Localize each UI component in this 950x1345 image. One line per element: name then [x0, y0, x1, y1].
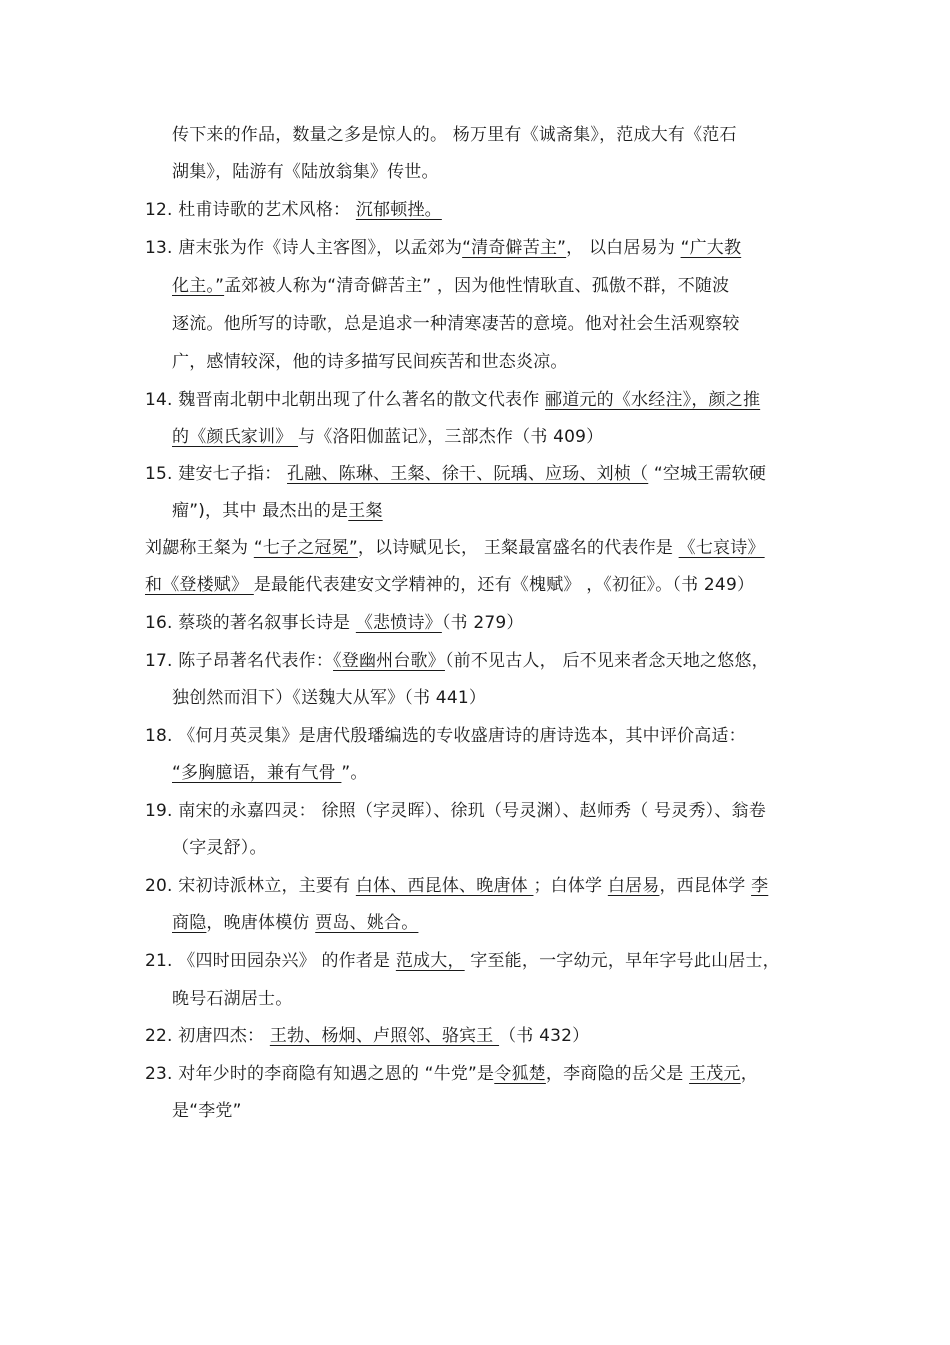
- text-line: [145, 574, 754, 596]
- text-line: [145, 389, 760, 411]
- text-segment: 是最能代表建安文学精神的，还有《槐赋》 ，《初征》。（书 249）: [253, 575, 755, 595]
- text-segment: 16. 蔡琰的著名叙事长诗是: [145, 613, 356, 633]
- text-line: [145, 725, 746, 747]
- text-line: [145, 1063, 758, 1085]
- text-line: [145, 199, 442, 221]
- underlined-answer: 《悲愤诗》: [355, 613, 442, 633]
- text-line: [145, 612, 524, 634]
- text-segment: 字至能，一字幼元，早年字号此山居士，: [464, 951, 780, 971]
- text-line: [172, 500, 383, 522]
- text-segment: （书 432）: [499, 1026, 590, 1046]
- text-line: [172, 275, 729, 297]
- text-line: [172, 1100, 242, 1122]
- text-segment: 与《洛阳伽蓝记》，三部杰作（书 409）: [298, 427, 604, 447]
- text-segment: 传下来的作品，数量之多是惊人的。 杨万里有《诚斋集》，范成大有《范石: [172, 125, 737, 145]
- text-line: [145, 1025, 589, 1047]
- text-segment: ，以诗赋见长， 王粲最富盛名的代表作是: [357, 538, 679, 558]
- underlined-answer: “清奇僻苦主”: [462, 238, 567, 258]
- underlined-answer: 商隐: [172, 913, 207, 933]
- text-segment: 瘤”)，其中 最杰出的是: [172, 501, 349, 521]
- text-line: [145, 800, 766, 822]
- underlined-answer: 《登幽州台歌》: [333, 651, 445, 671]
- underlined-answer: 范成大，: [395, 951, 465, 971]
- text-segment: 湖集》，陆游有《陆放翁集》传世。: [172, 162, 439, 182]
- text-line: [145, 650, 769, 672]
- text-line: [172, 161, 439, 183]
- text-segment: 逐流。他所写的诗歌，总是追求一种清寒凄苦的意境。他对社会生活观察较: [172, 314, 740, 334]
- text-line: [145, 537, 765, 559]
- text-segment: 广，感情较深，他的诗多描写民间疾苦和世态炎凉。: [172, 352, 568, 372]
- text-segment: ，西昆体学: [659, 876, 752, 896]
- text-segment: 独创然而泪下）《送魏大从军》（书 441）: [172, 688, 487, 708]
- underlined-answer: 王茂元: [689, 1064, 741, 1084]
- text-segment: （字灵舒）。: [172, 838, 267, 858]
- text-segment: 14. 魏晋南北朝中北朝出现了什么著名的散文代表作: [145, 390, 546, 410]
- underlined-answer: “广大教: [680, 238, 742, 258]
- underlined-answer: 李: [751, 876, 769, 896]
- text-segment: （前不见古人， 后不见来者念天地之悠悠，: [444, 651, 769, 671]
- text-segment: ， 以白居易为: [566, 238, 681, 258]
- underlined-answer: 白体、西昆体、晚唐体: [355, 876, 534, 896]
- text-line: [145, 950, 780, 972]
- text-line: [145, 875, 768, 897]
- text-line: [172, 762, 368, 784]
- text-segment: ；白体学: [533, 876, 608, 896]
- text-segment: “空城王需软硬: [648, 464, 767, 484]
- underlined-answer: 孔融、陈琳、王粲、徐干、阮瑀、应玚、刘桢（: [287, 464, 649, 484]
- text-line: [172, 837, 267, 859]
- underlined-answer: 化主。”: [172, 276, 225, 296]
- text-line: [172, 351, 568, 373]
- text-segment: ”。: [341, 763, 368, 783]
- underlined-answer: “多胸臆语，兼有气骨: [172, 763, 342, 783]
- underlined-answer: 和《登楼赋》: [145, 575, 254, 595]
- underlined-answer: 郦道元的《水经注》，颜之推: [545, 390, 761, 410]
- text-line: [172, 426, 603, 448]
- text-segment: 21. 《四时田园杂兴》 的作者是: [145, 951, 396, 971]
- text-line: [172, 988, 292, 1010]
- underlined-answer: 沉郁顿挫。: [355, 200, 442, 220]
- text-segment: 刘勰称王粲为: [145, 538, 254, 558]
- underlined-answer: 白居易: [607, 876, 660, 896]
- underlined-answer: “七子之冠冕”: [253, 538, 358, 558]
- text-segment: 12. 杜甫诗歌的艺术风格：: [145, 200, 356, 220]
- text-segment: （书 279）: [441, 613, 524, 633]
- underlined-answer: 王勃、杨炯、卢照邻、骆宾王: [269, 1026, 500, 1046]
- text-line: [172, 124, 737, 146]
- text-segment: 18. 《何月英灵集》是唐代殷璠编选的专收盛唐诗的唐诗选本，其中评价高适：: [145, 726, 746, 746]
- underlined-answer: 的《颜氏家训》: [172, 427, 299, 447]
- text-segment: ，李商隐的岳父是: [545, 1064, 690, 1084]
- text-segment: 20. 宋初诗派林立，主要有: [145, 876, 356, 896]
- text-segment: 晚号石湖居士。: [172, 989, 293, 1009]
- text-line: [145, 463, 766, 485]
- text-segment: 15. 建安七子指：: [145, 464, 288, 484]
- text-segment: 13. 唐末张为作《诗人主客图》，以孟郊为: [145, 238, 463, 258]
- underlined-answer: 王粲: [348, 501, 383, 521]
- text-line: [172, 313, 740, 335]
- text-line: [145, 237, 741, 259]
- underlined-answer: 《七哀诗》: [678, 538, 765, 558]
- text-segment: 是“李党”: [172, 1101, 242, 1121]
- text-segment: ，晚唐体模仿: [206, 913, 316, 933]
- text-segment: 17. 陈子昂著名代表作：: [145, 651, 334, 671]
- text-segment: 19. 南宋的永嘉四灵： 徐照（字灵晖）、徐玑（号灵渊）、赵师秀（ 号灵秀）、翁卷: [145, 801, 766, 821]
- text-segment: 23. 对年少时的李商隐有知遇之恩的 “牛党”是: [145, 1064, 495, 1084]
- underlined-answer: 令狐楚: [494, 1064, 546, 1084]
- text-segment: ，: [740, 1064, 758, 1084]
- underlined-answer: 贾岛、姚合。: [315, 913, 419, 933]
- text-line: [172, 912, 418, 934]
- text-segment: 孟郊被人称为“清奇僻苦主” ，因为他性情耿直、孤傲不群，不随波: [224, 276, 730, 296]
- text-segment: 22. 初唐四杰：: [145, 1026, 270, 1046]
- text-line: [172, 687, 486, 709]
